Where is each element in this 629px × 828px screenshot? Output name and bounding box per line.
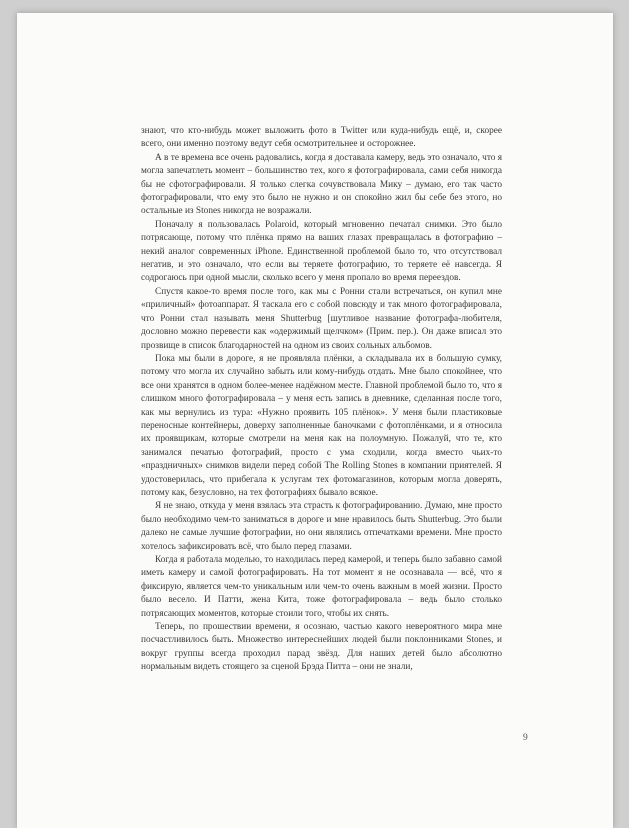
paragraph-5: Пока мы были в дороге, я не проявляла плёнки, а складывала их в большую сумку, потому что могла их случайно забыть или кому-нибудь отдать. Мне было спокойнее, что все они хранятся в одном более-менее надёжном месте. Главной проблемой было то, что я слишком много фотографировала – у меня есть запись в дневнике, сделанная после того, как мы вернулись из тура: «Нужно проявить 105 плёнок». У меня были пластиковые переносные контейнеры, доверху заполненные баночками с фотоплёнками, и я относила их проявщикам, которые смотрели на меня как на полоумную. Пожалуй, что те, кто занимался печатью фотографий, просто с ума сходили, когда вместо чьих-то «праздничных» снимков видели перед собой The Rolling Stones в компании приятелей. Я удостоверилась, что прибегала к услугам тех фотомагазинов, которым могла доверять, потому как, безусловно, на тех фотографиях бывало всякое. — [141, 353, 502, 498]
paragraph-2: А в те времена все очень радовались, когда я доставала камеру, ведь это означало, что я могла запечатлеть момент – большинство тех, кого я фотографировала, сами себя никогда бы не сфотографировали. Я только слегка сочувствовала Мику – думаю, его так часто фотографировали, что ему это было не нужно и он спокойно жил бы себе без этого, но остальные из Stones никогда не возражали. — [141, 152, 503, 217]
page-number: 9 — [523, 733, 528, 743]
paragraph-8: Теперь, по прошествии времени, я осознаю, частью какого невероятного мира мне посчастливилось быть. Множество интереснейших людей были поклонниками Stones, и вокруг группы всегда проходил парад звёзд. Для наших детей было абсолютно нормальным видеть стоящего за сценой Брэда Питта – они не знали, — [141, 622, 502, 673]
paragraph-1: знают, что кто-нибудь может выложить фото в Twitter или куда-нибудь ещё, и, скорее всего, они именно поэтому ведут себя осмотрительнее и осторожнее. — [141, 126, 502, 150]
page-text — [141, 125, 502, 675]
paragraph-4: Спустя какое-то время после того, как мы с Ронни стали встречаться, он купил мне «приличный» фотоаппарат. Я таскала его с собой повсюду и так много фотографировала, что Ронни стал называть меня Shutterbug [шутливое название фотографа-любителя, дословно можно перевести как «одержимый щелчком» (Прим. пер.). Он даже вписал это прозвище в список благодарностей на одном из своих сольных альбомов. — [141, 286, 502, 351]
paragraph-3: Поначалу я пользовалась Polaroid, который мгновенно печатал снимки. Это было потрясающе, потому что плёнка прямо на ваших глазах превращалась в фотографию – некий аналог современных iPhone. Единственной проблемой было то, что отсутствовал негатив, и это означало, что если вы теряете фотографию, то теряете её навсегда. Я содрогаюсь при одной мысли, сколько всего у меня пропало во время переездов. — [141, 219, 502, 284]
paragraph-6: Я не знаю, откуда у меня взялась эта страсть к фотографированию. Думаю, мне просто было необходимо чем-то заниматься в дороге и мне нравилось быть Shutterbug. Это были далеко не самые лучшие фотографии, но они являлись отпечатками времени. Мне просто хотелось зафиксировать всё, что было перед глазами. — [141, 501, 502, 552]
book-page — [17, 13, 613, 828]
paragraph-7: Когда я работала моделью, то находилась перед камерой, и теперь было забавно самой иметь камеру и самой фотографировать. На тот момент я не осознавала — всё, что я фиксирую, является чем-то уникальным или чем-то очень важным в моей жизни. Просто было весело. И Патти, жена Кита, тоже фотографировала – ведь было столько потрясающих моментов, которые стоили того, чтобы их снять. — [141, 555, 502, 619]
